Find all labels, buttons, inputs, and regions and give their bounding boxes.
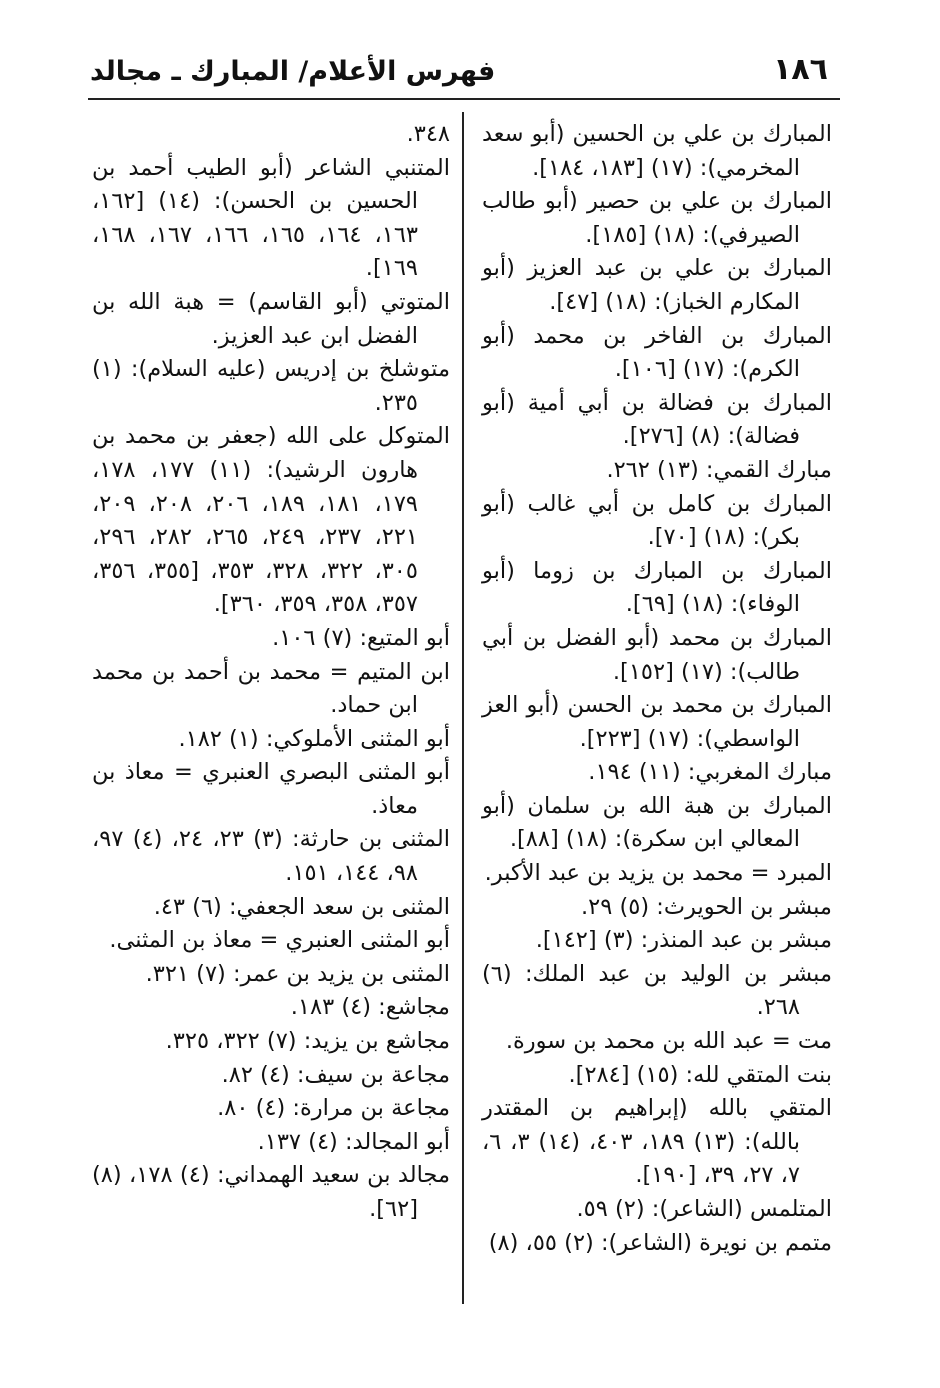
- index-entry: مت = عبد الله بن محمد بن سورة.: [505, 1028, 832, 1055]
- index-entry: مبارك المغربي: (١١) ١٩٤.: [588, 759, 832, 786]
- index-entry: المثنى بن حارثة: (٣) ٢٣، ٢٤، (٤) ٩٧، ٩٨، ١٤٤، ١٥١.: [92, 826, 450, 887]
- index-entry: مجاعة بن سيف: (٤) ٨٢.: [221, 1061, 450, 1088]
- index-entry: المبارك بن الفاخر بن محمد (أبو الكرم): (١٧) [١٠٦].: [482, 322, 832, 383]
- index-entry: مجاشع بن يزيد: (٧) ٣٢٢، ٣٢٥.: [165, 1028, 450, 1055]
- index-entry: المتوتي (أبو القاسم) = هبة الله بن الفضل ابن عبد العزيز.: [92, 288, 450, 349]
- index-entry: مجاعة بن مرارة: (٤) ٨٠.: [217, 1095, 450, 1122]
- index-entry: أبو المثنى البصري العنبري = معاذ بن معاذ.: [92, 759, 450, 819]
- running-header-title: فهرس الأعلام/ المبارك ـ مجالد: [90, 56, 496, 87]
- index-entry: المبارك بن هبة الله بن سلمان (أبو المعالي ابن سكرة): (١٨) [٨٨].: [482, 792, 832, 853]
- index-entry: المتنبي الشاعر (أبو الطيب أحمد بن الحسين بن الحسن): (١٤) [١٦٢، ١٦٣، ١٦٤، ١٦٥، ١٦٦، ١٦٧، ١٦٨، ١٦٩].: [92, 154, 450, 282]
- index-entry: مبشر بن الوليد بن عبد الملك: (٦) ٢٦٨.: [482, 960, 832, 1021]
- index-entry: متمم بن نويرة (الشاعر): (٢) ٥٥، (٨): [488, 1229, 832, 1256]
- index-entry: أبو المتيع: (٧) ١٠٦.: [272, 624, 450, 651]
- index-entry: المثنى بن سعد الجعفي: (٦) ٤٣.: [153, 893, 450, 920]
- index-entry: المبارك بن المبارك بن زوما (أبو الوفاء): (١٨) [٦٩].: [482, 557, 832, 618]
- index-entry: المبارك بن محمد بن الحسن (أبو العز الواسطي): (١٧) [٢٢٣].: [482, 692, 832, 752]
- index-entry: المبارك بن علي بن عبد العزيز (أبو المكارم الخباز): (١٨) [٤٧].: [482, 255, 832, 315]
- index-entry: أبو المثنى الأملوكي: (١) ١٨٢.: [178, 725, 450, 752]
- index-entry: المتقي بالله (إبراهيم بن المقتدر بالله): (١٣) ١٨٩، ٤٠٣، (١٤) ٣، ٦، ٧، ٢٧، ٣٩، [١٩٠].: [482, 1095, 832, 1189]
- index-entry: المبارك بن فضالة بن أبي أمية (أبو فضالة): (٨) [٢٧٦].: [482, 389, 832, 450]
- index-entry: مبشر بن الحويرث: (٥) ٢٩.: [580, 893, 832, 920]
- index-entry: مبارك القمي: (١٣) ٢٦٢.: [606, 456, 832, 483]
- index-entry: المبرد = محمد بن يزيد بن عبد الأكبر.: [484, 860, 832, 887]
- index-entry: ابن المتيم = محمد بن أحمد بن محمد ابن حماد.: [92, 658, 450, 719]
- index-column-left: [92, 118, 450, 1227]
- index-entry: المبارك بن كامل بن أبي غالب (أبو بكر): (١٨) [٧٠].: [482, 490, 832, 551]
- index-entry: بنت المتقي لله: (١٥) [٢٨٤].: [568, 1061, 832, 1088]
- column-divider: [462, 112, 464, 1304]
- index-entry: المبارك بن علي بن الحسين (أبو سعد المخرمي): (١٧) [١٨٣، ١٨٤].: [482, 121, 832, 181]
- index-entry: المتوكل على الله (جعفر بن محمد بن هارون الرشيد): (١١) ١٧٧، ١٧٨، ١٧٩، ١٨١، ١٨٩، ٢٠٦، ٢٠٨، ٢٠٩، ٢٢١، ٢٣٧، ٢٤٩، ٢٦٥، ٢٨٢، ٢٩٦، ٣٠٥، ٣٢٢، ٣٢٨، ٣٥٣، [٣٥٥، ٣٥٦، ٣٥٧، ٣٥٨، ٣٥٩، ٣٦٠].: [92, 423, 450, 618]
- index-entry: المثنى بن يزيد بن عمر: (٧) ٣٢١.: [145, 960, 450, 987]
- index-entry: مبشر بن عبد المنذر: (٣) [١٤٢].: [535, 927, 832, 954]
- index-column-right: [482, 118, 832, 1260]
- index-entry: أبو المثنى العنبري = معاذ بن المثنى.: [109, 927, 450, 954]
- index-entry: المبارك بن علي بن حصير (أبو طالب الصيرفي): (١٨) [١٨٥].: [482, 188, 832, 248]
- index-entry: ٣٤٨.: [406, 121, 450, 147]
- header-rule: [88, 98, 840, 100]
- index-entry: مجالد بن سعيد الهمداني: (٤) ١٧٨، (٨) [٦٢].: [92, 1162, 451, 1222]
- index-entry: متوشلخ بن إدريس (عليه السلام): (١) ٢٣٥.: [92, 356, 450, 416]
- index-entry: مجاشع: (٤) ١٨٣.: [290, 994, 450, 1021]
- index-entry: المتلمس (الشاعر): (٢) ٥٩.: [576, 1196, 832, 1222]
- index-entry: أبو المجالد: (٤) ١٣٧.: [257, 1128, 450, 1155]
- index-entry: المبارك بن محمد (أبو الفضل بن أبي طالب): (١٧) [١٥٢].: [482, 624, 832, 685]
- page-number: ١٨٦: [773, 52, 828, 87]
